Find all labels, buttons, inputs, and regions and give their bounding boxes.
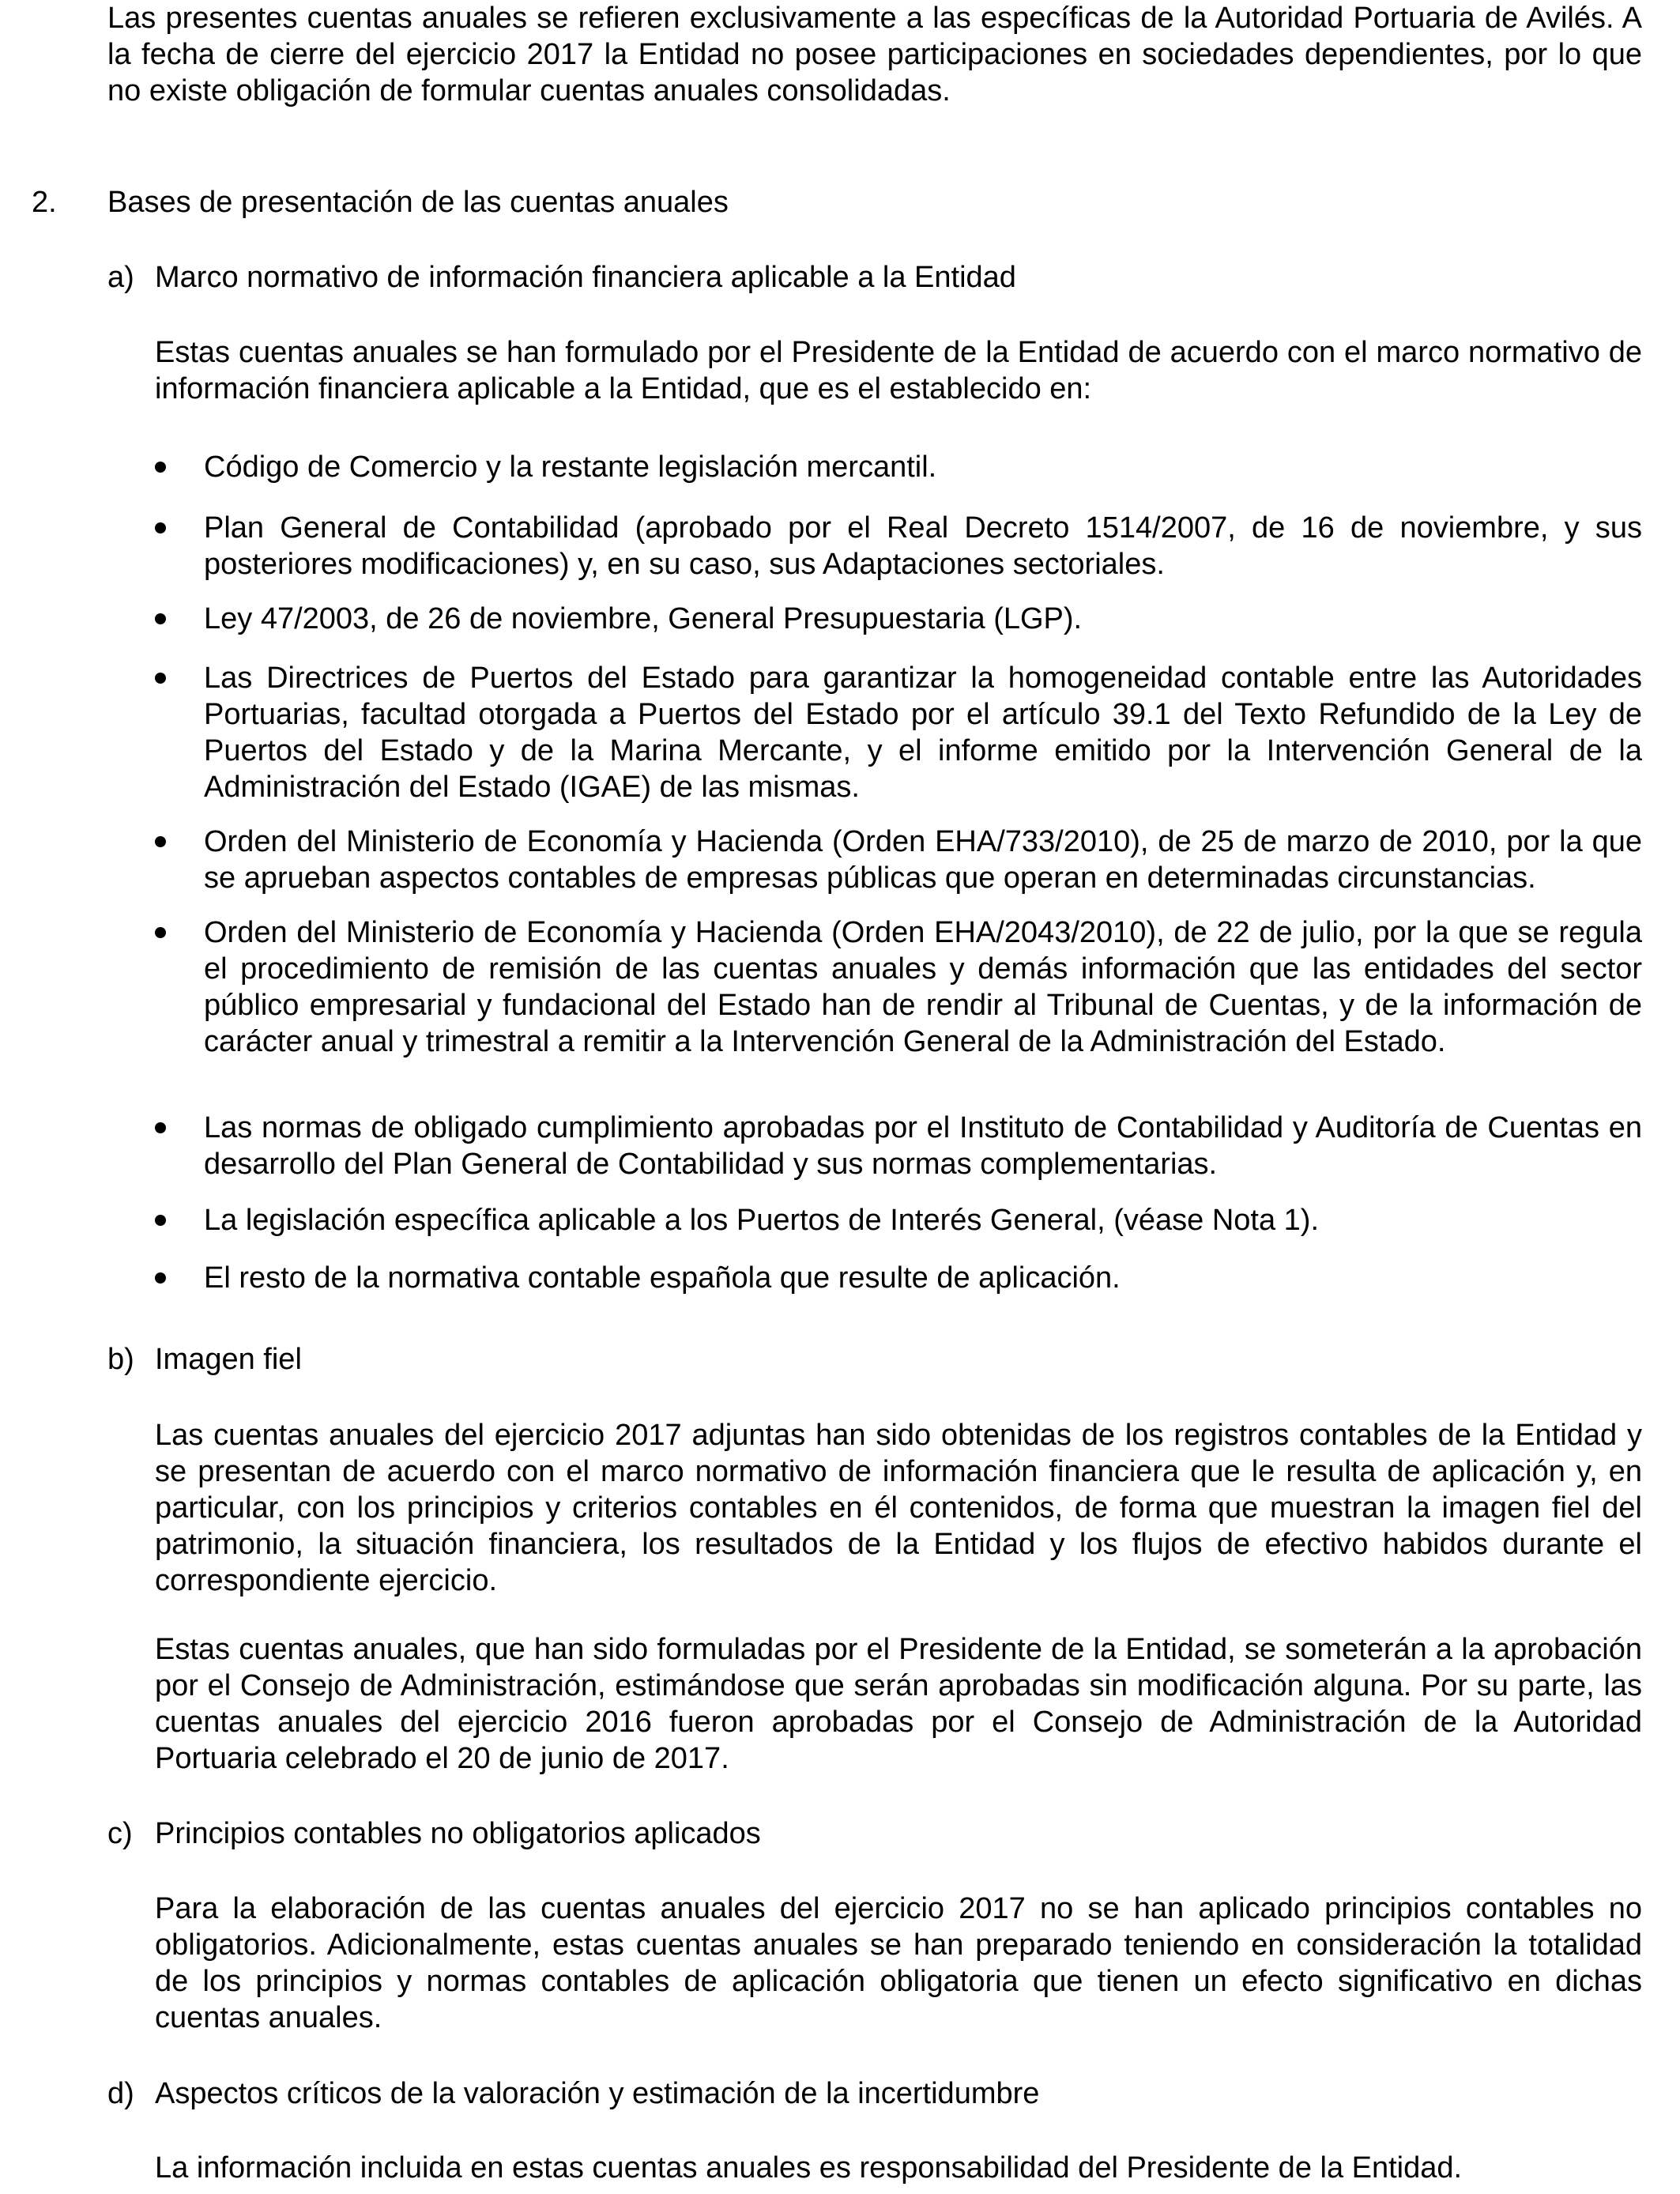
subsection-c-paragraph: Para la elaboración de las cuentas anuales del ejercicio 2017 no se han aplicado principios contables no obligatorios. Adicionalmente, estas cuentas anuales se han preparado teniendo en consideración la totalidad de los principios y normas contables de aplicación obligatoria que tienen un efecto significativo en dichas cuentas anuales. [155, 1892, 1642, 2034]
list-item: Ley 47/2003, de 26 de noviembre, General Presupuestaria (LGP). [204, 602, 1083, 635]
subsection-c-title: Principios contables no obligatorios aplicados [155, 1817, 761, 1850]
subsection-d-letter: d) [107, 2077, 134, 2110]
bullet-icon [155, 927, 166, 938]
list-item: Orden del Ministerio de Economía y Hacienda (Orden EHA/2043/2010), de 22 de julio, por la que se regula el procedimiento de remisión de las cuentas anuales y demás información que las entidades del sector público empresarial y fundacional del Estado han de rendir al Tribunal de Cuentas, y de la información de carácter anual y trimestral a remitir a la Intervención General de la Administración del Estado. [204, 916, 1642, 1058]
section-number: 2. [32, 186, 57, 219]
bullet-icon [155, 462, 166, 473]
bullet-icon [155, 1215, 166, 1226]
subsection-a-paragraph: Estas cuentas anuales se han formulado por el Presidente de la Entidad de acuerdo con el marco normativo de información financiera aplicable a la Entidad, que es el establecido en: [155, 336, 1642, 405]
bullet-icon [155, 1272, 166, 1284]
subsection-a-title: Marco normativo de información financiera aplicable a la Entidad [155, 261, 1016, 294]
list-item: Las normas de obligado cumplimiento aprobadas por el Instituto de Contabilidad y Auditoría de Cuentas en desarrollo del Plan General de Contabilidad y sus normas complementarias. [204, 1111, 1642, 1181]
list-item: Orden del Ministerio de Economía y Hacienda (Orden EHA/733/2010), de 25 de marzo de 2010, por la que se aprueban aspectos contables de empresas públicas que operan en determinadas circunstancias. [204, 825, 1642, 895]
bullet-icon [155, 1122, 166, 1133]
list-item: Las Directrices de Puertos del Estado para garantizar la homogeneidad contable entre las Autoridades Portuarias, facultad otorgada a Puertos del Estado por el artículo 39.1 del Texto Refundido de la Ley de Puertos del Estado y de la Marina Mercante, y el informe emitido por la Intervención General de la Administración del Estado (IGAE) de las mismas. [204, 662, 1642, 804]
list-item: Código de Comercio y la restante legislación mercantil. [204, 450, 937, 484]
subsection-c-letter: c) [107, 1817, 133, 1850]
subsection-b-paragraph-1: Las cuentas anuales del ejercicio 2017 adjuntas han sido obtenidas de los registros contables de la Entidad y se presentan de acuerdo con el marco normativo de información financiera que le resulta de aplicación y, en particular, con los principios y criterios contables en él contenidos, de forma que muestran la imagen fiel del patrimonio, la situación financiera, los resultados de la Entidad y los flujos de efectivo habidos durante el correspondiente ejercicio. [155, 1419, 1642, 1597]
bullet-icon [155, 673, 166, 684]
bullet-icon [155, 836, 166, 847]
subsection-b-paragraph-2: Estas cuentas anuales, que han sido formuladas por el Presidente de la Entidad, se someterán a la aprobación por el Consejo de Administración, estimándose que serán aprobadas sin modificación alguna. Por su parte, las cuentas anuales del ejercicio 2016 fueron aprobadas por el Consejo de Administración de la Autoridad Portuaria celebrado el 20 de junio de 2017. [155, 1633, 1642, 1775]
bullet-icon [155, 522, 166, 533]
subsection-b-letter: b) [107, 1343, 134, 1376]
list-item: Plan General de Contabilidad (aprobado por el Real Decreto 1514/2007, de 16 de noviembre, y sus posteriores modificaciones) y, en su caso, sus Adaptaciones sectoriales. [204, 511, 1642, 581]
bullet-icon [155, 613, 166, 624]
list-item: El resto de la normativa contable española que resulte de aplicación. [204, 1261, 1121, 1295]
subsection-d-title: Aspectos críticos de la valoración y estimación de la incertidumbre [155, 2077, 1040, 2110]
subsection-a-letter: a) [107, 261, 134, 294]
subsection-b-title: Imagen fiel [155, 1343, 302, 1376]
section-title: Bases de presentación de las cuentas anuales [107, 186, 729, 219]
subsection-d-paragraph: La información incluida en estas cuentas anuales es responsabilidad del Presidente de la Entidad. [155, 2151, 1463, 2185]
list-item: La legislación específica aplicable a los Puertos de Interés General, (véase Nota 1). [204, 1204, 1320, 1237]
intro-paragraph: Las presentes cuentas anuales se refieren exclusivamente a las específicas de la Autoridad Portuaria de Avilés. A la fecha de cierre del ejercicio 2017 la Entidad no posee participaciones en sociedades dependientes, por lo que no existe obligación de formular cuentas anuales consolidadas. [107, 2, 1642, 107]
